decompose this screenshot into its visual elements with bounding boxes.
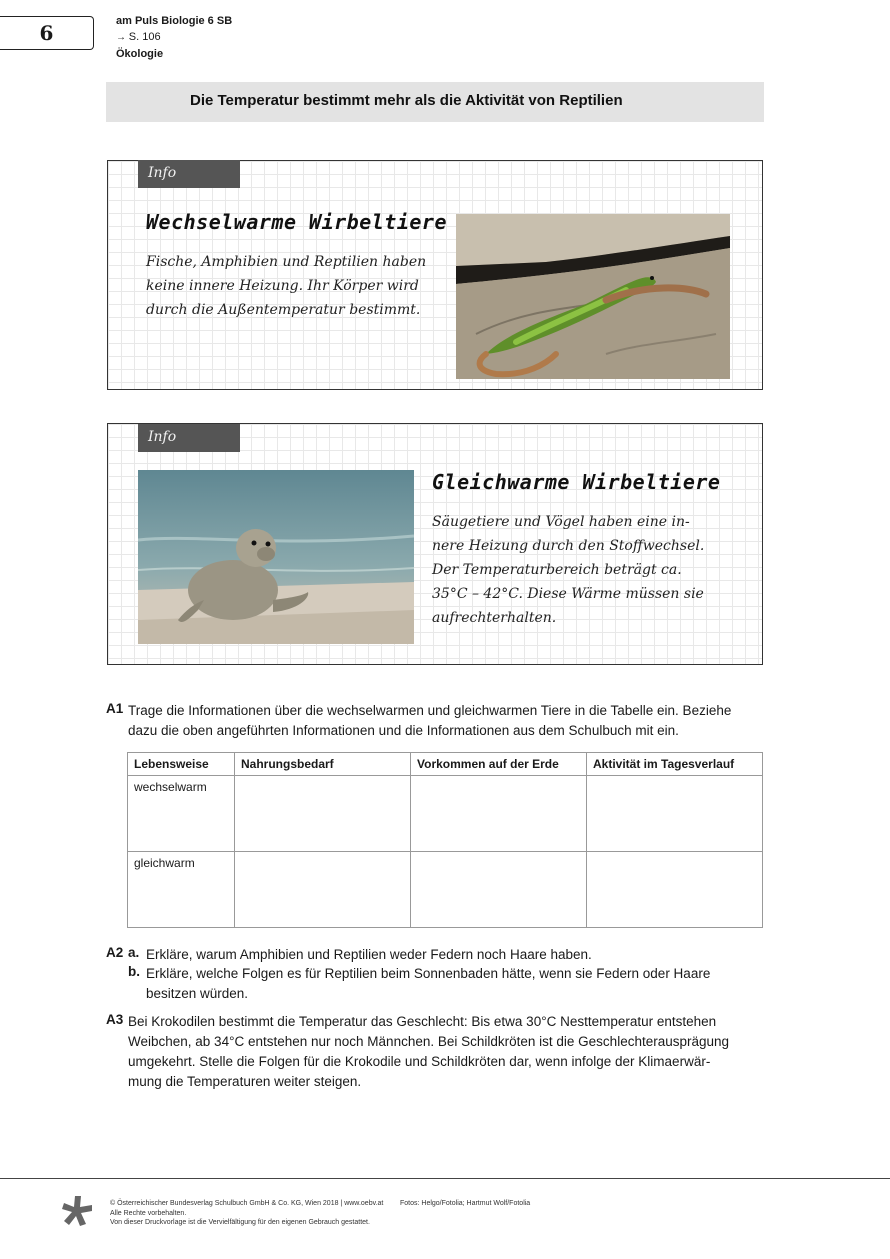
answer-cell[interactable]: [235, 776, 411, 852]
info-heading: Gleichwarme Wirbeltiere: [432, 470, 721, 494]
task-a2a-label: a.: [128, 945, 140, 960]
table-header: Aktivität im Tagesverlauf: [587, 753, 763, 776]
topic-label: Ökologie: [116, 48, 164, 60]
page-number-tab: [0, 16, 94, 50]
footer-copyright: © Österreichischer Bundesverlag Schulbuch GmbH & Co. KG, Wien 2018 | www.oebv.at Alle Rechte vorbehalten. Von dieser Druckvorlage ist die Vervielfältigung für den eigenen Gebrauch gestattet.: [110, 1200, 384, 1226]
answer-cell[interactable]: [587, 852, 763, 928]
seal-photo: [138, 470, 414, 644]
row-label: gleichwarm: [128, 852, 235, 928]
info-text: Fische, Amphibien und Reptilien haben keine innere Heizung. Ihr Körper wird durch die Außentemperatur bestimmt.: [146, 254, 427, 318]
answer-cell[interactable]: [411, 776, 587, 852]
task-a1-text: Trage die Informationen über die wechselwarmen und gleichwarmen Tiere in die Tabelle ein. Beziehe dazu die oben angeführten Informationen und die Informationen aus dem Schulbuch mit ein.: [128, 703, 732, 738]
task-a3-label: A3: [106, 1012, 124, 1027]
answer-cell[interactable]: [411, 852, 587, 928]
task-a2a-text: Erkläre, warum Amphibien und Reptilien weder Federn noch Haare haben.: [146, 947, 592, 962]
book-title: am Puls Biologie 6 SB: [116, 15, 233, 27]
info-tag: Info: [138, 424, 240, 452]
table-header-row: [128, 753, 763, 776]
info-text: Säugetiere und Vögel haben eine in- nere Heizung durch den Stoffwechsel. Der Temperaturbereich beträgt ca. 35°C – 42°C. Diese Wärme müssen sie aufrechterhalten.: [432, 514, 705, 626]
table-header: Lebensweise: [128, 753, 235, 776]
table-header: Nahrungsbedarf: [235, 753, 411, 776]
task-a2-label: A2: [106, 945, 124, 960]
info-tag: Info: [138, 160, 240, 188]
publisher-logo-icon: [62, 1196, 92, 1226]
page-title: Die Temperatur bestimmt mehr als die Aktivität von Reptilien: [190, 92, 623, 109]
footer-photo-credits: Fotos: Helgo/Fotolia; Hartmut Wolf/Fotolia: [400, 1200, 531, 1207]
table-row: [128, 852, 763, 928]
task-a3-text: Bei Krokodilen bestimmt die Temperatur das Geschlecht: Bis etwa 30°C Nesttemperatur entstehen Weibchen, ab 34°C entstehen nur noch Männchen. Bei Schildkröten ist die Geschlechterausprägung umgekehrt. Stelle die Folgen für die Krokodile und Schildkröten dar, wenn infolge der Klimaerwär- mung die Temperaturen weiter steigen.: [128, 1014, 730, 1089]
table-row: [128, 776, 763, 852]
task-a2b-text: Erkläre, welche Folgen es für Reptilien beim Sonnenbaden hätte, wenn sie Federn oder Haare besitzen würden.: [146, 966, 711, 1001]
row-label: wechselwarm: [128, 776, 235, 852]
task-a2b-label: b.: [128, 964, 140, 979]
answer-cell[interactable]: [587, 776, 763, 852]
arrow-right-icon: →: [116, 32, 129, 43]
lizard-photo: [456, 214, 730, 379]
page-reference: → S. 106: [116, 31, 161, 43]
info-heading: Wechselwarme Wirbeltiere: [146, 210, 447, 234]
answer-table: [127, 752, 763, 928]
table-header: Vorkommen auf der Erde: [411, 753, 587, 776]
task-a1-label: A1: [106, 701, 124, 716]
footer-divider: [0, 1178, 890, 1179]
page-number: 6: [39, 21, 54, 45]
answer-cell[interactable]: [235, 852, 411, 928]
